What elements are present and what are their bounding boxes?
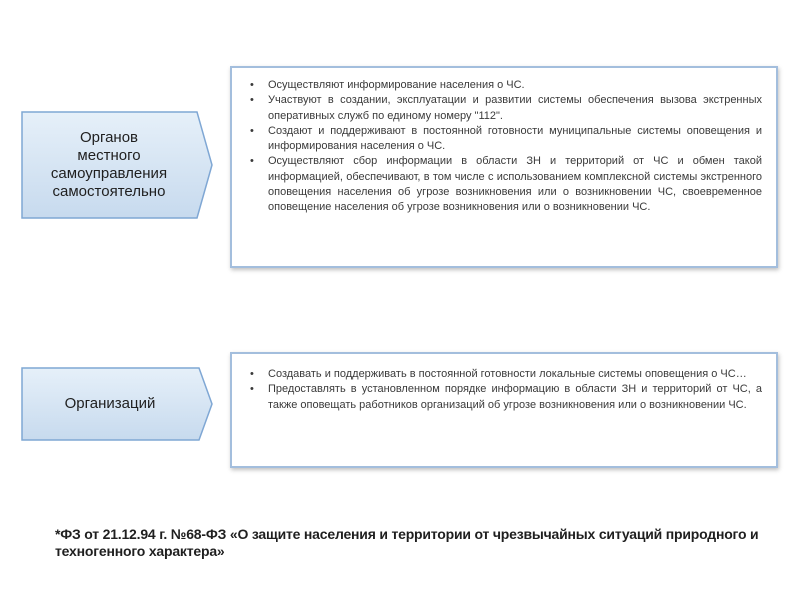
list-item: • Участвуют в создании, эксплуатации и развитии системы обеспечения вызова экстренных оперативных служб по единому номеру "112".	[246, 93, 762, 124]
duties-list	[246, 78, 762, 216]
duties-list	[246, 367, 762, 413]
category-arrow-local-government	[20, 110, 214, 220]
category-label: Организаций	[64, 395, 156, 412]
list-item: • Создавать и поддерживать в постоянной готовности локальные системы оповещения о ЧС…	[246, 367, 762, 382]
law-reference-footnote: *ФЗ от 21.12.94 г. №68-ФЗ «О защите населения и территории от чрезвычайных ситуаций природного и техногенного характера»	[55, 526, 759, 559]
category-arrow-organizations	[20, 366, 214, 442]
list-item: • Предоставлять в установленном порядке информацию в области ЗН и территорий от ЧС, а также оповещать работников организаций об угрозе возникновения или о возникновении ЧС.	[246, 382, 762, 413]
duties-panel-local-government	[230, 66, 778, 268]
category-label: Органов местного самоуправления самостоятельно	[50, 129, 168, 200]
list-item: • Осуществляют сбор информации в области ЗН и территорий от ЧС и обмен такой информацией, обеспечивают, в том числе с использованием комплексной системы экстренного оповещения населения об угрозе возникновения или о возникновении ЧС, своевременное оповещение населения об угрозе возникновения или о возникновении ЧС.	[246, 154, 762, 215]
list-item: • Осуществляют информирование населения о ЧС.	[246, 78, 762, 93]
list-item: • Создают и поддерживают в постоянной готовности муниципальные системы оповещения и информирования населения о ЧС.	[246, 124, 762, 155]
duties-panel-organizations	[230, 352, 778, 468]
